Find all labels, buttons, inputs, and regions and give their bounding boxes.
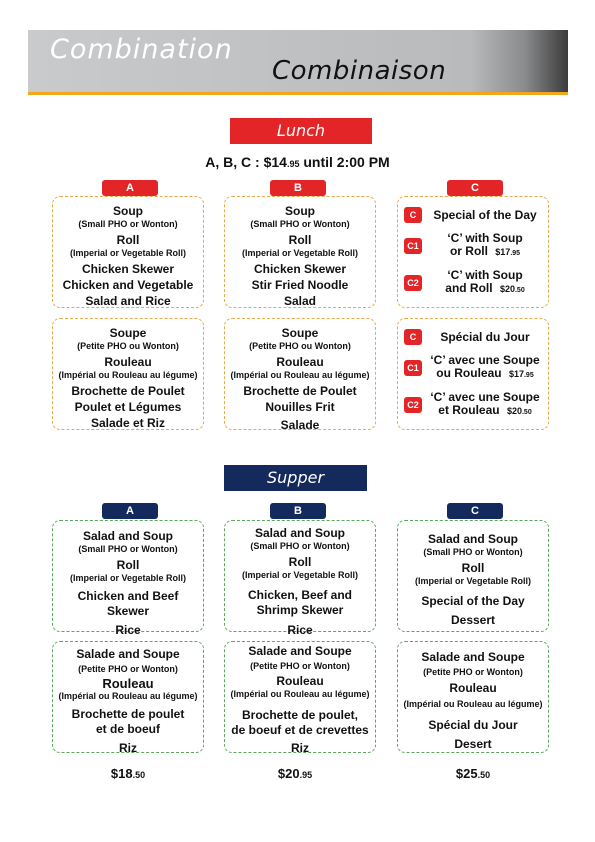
lunch-a-french-box [52, 318, 204, 430]
lunch-price-cents: .95 [286, 159, 300, 169]
supper-price-b [220, 766, 370, 781]
price-cents: .95 [299, 770, 313, 780]
price-main: $20 [499, 284, 515, 294]
supper-tab-c: C [447, 503, 503, 519]
item-line: Rouleau [102, 676, 154, 691]
supper-b-french-box [224, 641, 376, 753]
option-price [495, 247, 520, 257]
price-main: $17 [495, 247, 511, 257]
lunch-a-english-box [52, 196, 204, 308]
item-line: Chicken Skewer [81, 262, 175, 276]
item-line: Chicken Skewer [253, 262, 347, 276]
option-price [509, 369, 534, 379]
c1-badge: C1 [404, 360, 422, 376]
supper-a-english-box [52, 520, 204, 637]
item-line: Riz [291, 741, 309, 755]
option-line: ou Rouleau [436, 366, 502, 380]
item-line: Salad and Rice [85, 294, 171, 308]
c-option-row [404, 207, 542, 223]
supper-b-english-box [224, 520, 376, 637]
item-line: Rouleau [449, 681, 497, 695]
c-option-text: Spécial du Jour [440, 329, 530, 344]
lunch-tab-a: A [102, 180, 158, 196]
item-line: Salade and Soupe [248, 644, 352, 658]
option-line: et Rouleau [438, 403, 500, 417]
item-note: (Imperial or Vegetable Roll) [241, 248, 359, 258]
item-line: Riz [119, 741, 137, 755]
c-option-row [404, 269, 542, 297]
item-note: (Impérial ou Rouleau au légume) [230, 370, 370, 380]
lunch-c-english-box [397, 196, 549, 308]
item-note: (Imperial or Vegetable Roll) [414, 576, 532, 586]
item-note: (Small PHO or Wonton) [423, 547, 523, 557]
price-cents: .50 [477, 770, 491, 780]
item-line: Roll [116, 233, 140, 247]
c2-option-text [428, 391, 542, 419]
lunch-price-main: A, B, C : $14 [205, 154, 287, 170]
lunch-b-french-box [224, 318, 376, 430]
item-line: Roll [288, 555, 312, 569]
item-line: de boeuf et de crevettes [231, 723, 369, 737]
c-option-row [404, 391, 542, 419]
option-line: ‘C’ avec une Soupe [430, 390, 540, 404]
item-line: Salad and Soup [254, 526, 345, 540]
price-cents: .95 [510, 250, 521, 257]
item-line: Salad [283, 294, 316, 308]
lunch-c-french-box [397, 318, 549, 430]
c1-option-text [428, 232, 542, 260]
supper-price-a [53, 766, 203, 781]
item-line: Chicken, Beef and [247, 588, 353, 602]
price-cents: .95 [523, 372, 534, 379]
item-note: (Impérial ou Rouleau au légume) [58, 370, 198, 380]
c2-option-text [428, 269, 542, 297]
price-cents: .50 [514, 287, 525, 294]
item-line: et de boeuf [95, 722, 160, 736]
item-line: Special of the Day [421, 594, 525, 608]
item-line: Rice [287, 623, 313, 637]
item-line: Salade and Soupe [421, 650, 525, 664]
item-line: Brochette de poulet [71, 707, 185, 721]
item-line: Nouilles Frit [265, 400, 335, 414]
item-line: Dessert [450, 613, 496, 627]
item-line: Brochette de Poulet [243, 384, 357, 398]
item-line: Desert [454, 737, 492, 751]
lunch-b-english-box [224, 196, 376, 308]
item-line: Shrimp Skewer [256, 603, 344, 617]
option-line: and Roll [445, 281, 493, 295]
item-line: Rouleau [276, 355, 324, 369]
option-line: ‘C’ with Soup [447, 268, 523, 282]
c2-badge: C2 [404, 397, 422, 413]
item-line: Salade et Riz [90, 416, 166, 430]
item-line: Rouleau [104, 355, 152, 369]
supper-c-english-box [397, 520, 549, 632]
lunch-subtitle [0, 154, 595, 170]
price-main: $17 [508, 369, 524, 379]
item-line: Roll [288, 233, 312, 247]
item-line: Chicken and Beef [77, 589, 179, 603]
item-line: Salade [280, 418, 320, 432]
c1-badge: C1 [404, 238, 422, 254]
item-note: (Impérial ou Rouleau au légume) [403, 699, 543, 709]
item-note: (Petite PHO or Wonton) [423, 667, 523, 677]
item-line: Chicken and Vegetable [62, 278, 194, 292]
supper-a-french-box [52, 641, 204, 753]
item-line: Roll [116, 558, 140, 572]
title-english: Combination [50, 34, 233, 65]
option-price [507, 406, 532, 416]
supper-tab-b: B [270, 503, 326, 519]
c2-badge: C2 [404, 275, 422, 291]
item-line: Brochette de poulet, [241, 708, 358, 722]
price-main: $20 [277, 766, 300, 781]
item-line: Rice [115, 623, 141, 637]
item-line: Soupe [109, 326, 147, 340]
c-option-text: Special of the Day [433, 207, 537, 222]
item-note: (Small PHO or Wonton) [250, 541, 350, 551]
price-cents: .50 [132, 770, 146, 780]
c-badge: C [404, 207, 422, 223]
item-note: (Impérial ou Rouleau au légume) [58, 691, 198, 701]
item-note: (Impérial ou Rouleau au légume) [230, 689, 370, 699]
item-line: Salade and Soupe [76, 647, 180, 661]
item-line: Spécial du Jour [428, 718, 518, 732]
supper-price-c [398, 766, 548, 781]
option-line: ‘C’ with Soup [447, 231, 523, 245]
option-line: ‘C’ avec une Soupe [430, 353, 540, 367]
c-option-row [404, 354, 542, 382]
c-option-row [404, 232, 542, 260]
item-note: (Imperial or Vegetable Roll) [241, 570, 359, 580]
item-note: (Imperial or Vegetable Roll) [69, 573, 187, 583]
item-line: Salad and Soup [82, 529, 173, 543]
price-main: $20 [506, 406, 522, 416]
title-french: Combinaison [272, 56, 447, 86]
c1-option-text [428, 354, 542, 382]
price-cents: .50 [521, 409, 532, 416]
item-line: Skewer [106, 604, 150, 618]
lunch-banner: Lunch [230, 118, 372, 144]
item-line: Salad and Soup [427, 532, 518, 546]
supper-tab-a: A [102, 503, 158, 519]
lunch-tab-b: B [270, 180, 326, 196]
lunch-time: until 2:00 PM [299, 154, 390, 170]
supper-c-french-box [397, 641, 549, 753]
item-line: Poulet et Légumes [74, 400, 182, 414]
item-line: Brochette de Poulet [71, 384, 185, 398]
item-line: Soupe [281, 326, 319, 340]
item-note: (Small PHO or Wonton) [250, 219, 350, 229]
item-note: (Petite PHO ou Wonton) [249, 341, 351, 351]
option-line: or Roll [449, 244, 488, 258]
item-note: (Petite PHO ou Wonton) [77, 341, 179, 351]
item-line: Soup [285, 204, 315, 218]
item-line: Rouleau [276, 674, 324, 688]
item-note: (Small PHO or Wonton) [78, 544, 178, 554]
item-note: (Petite PHO or Wonton) [250, 661, 350, 671]
item-note: (Small PHO or Wonton) [78, 219, 178, 229]
option-price [500, 284, 525, 294]
lunch-tab-c: C [447, 180, 503, 196]
price-main: $25 [455, 766, 478, 781]
price-main: $18 [110, 766, 133, 781]
c-option-row [404, 329, 542, 345]
item-line: Roll [461, 561, 485, 575]
c-badge: C [404, 329, 422, 345]
item-line: Soup [113, 204, 143, 218]
item-note: (Imperial or Vegetable Roll) [69, 248, 187, 258]
item-note: (Petite PHO or Wonton) [78, 664, 178, 674]
item-line: Stir Fried Noodle [251, 278, 349, 292]
supper-banner: Supper [224, 465, 367, 491]
